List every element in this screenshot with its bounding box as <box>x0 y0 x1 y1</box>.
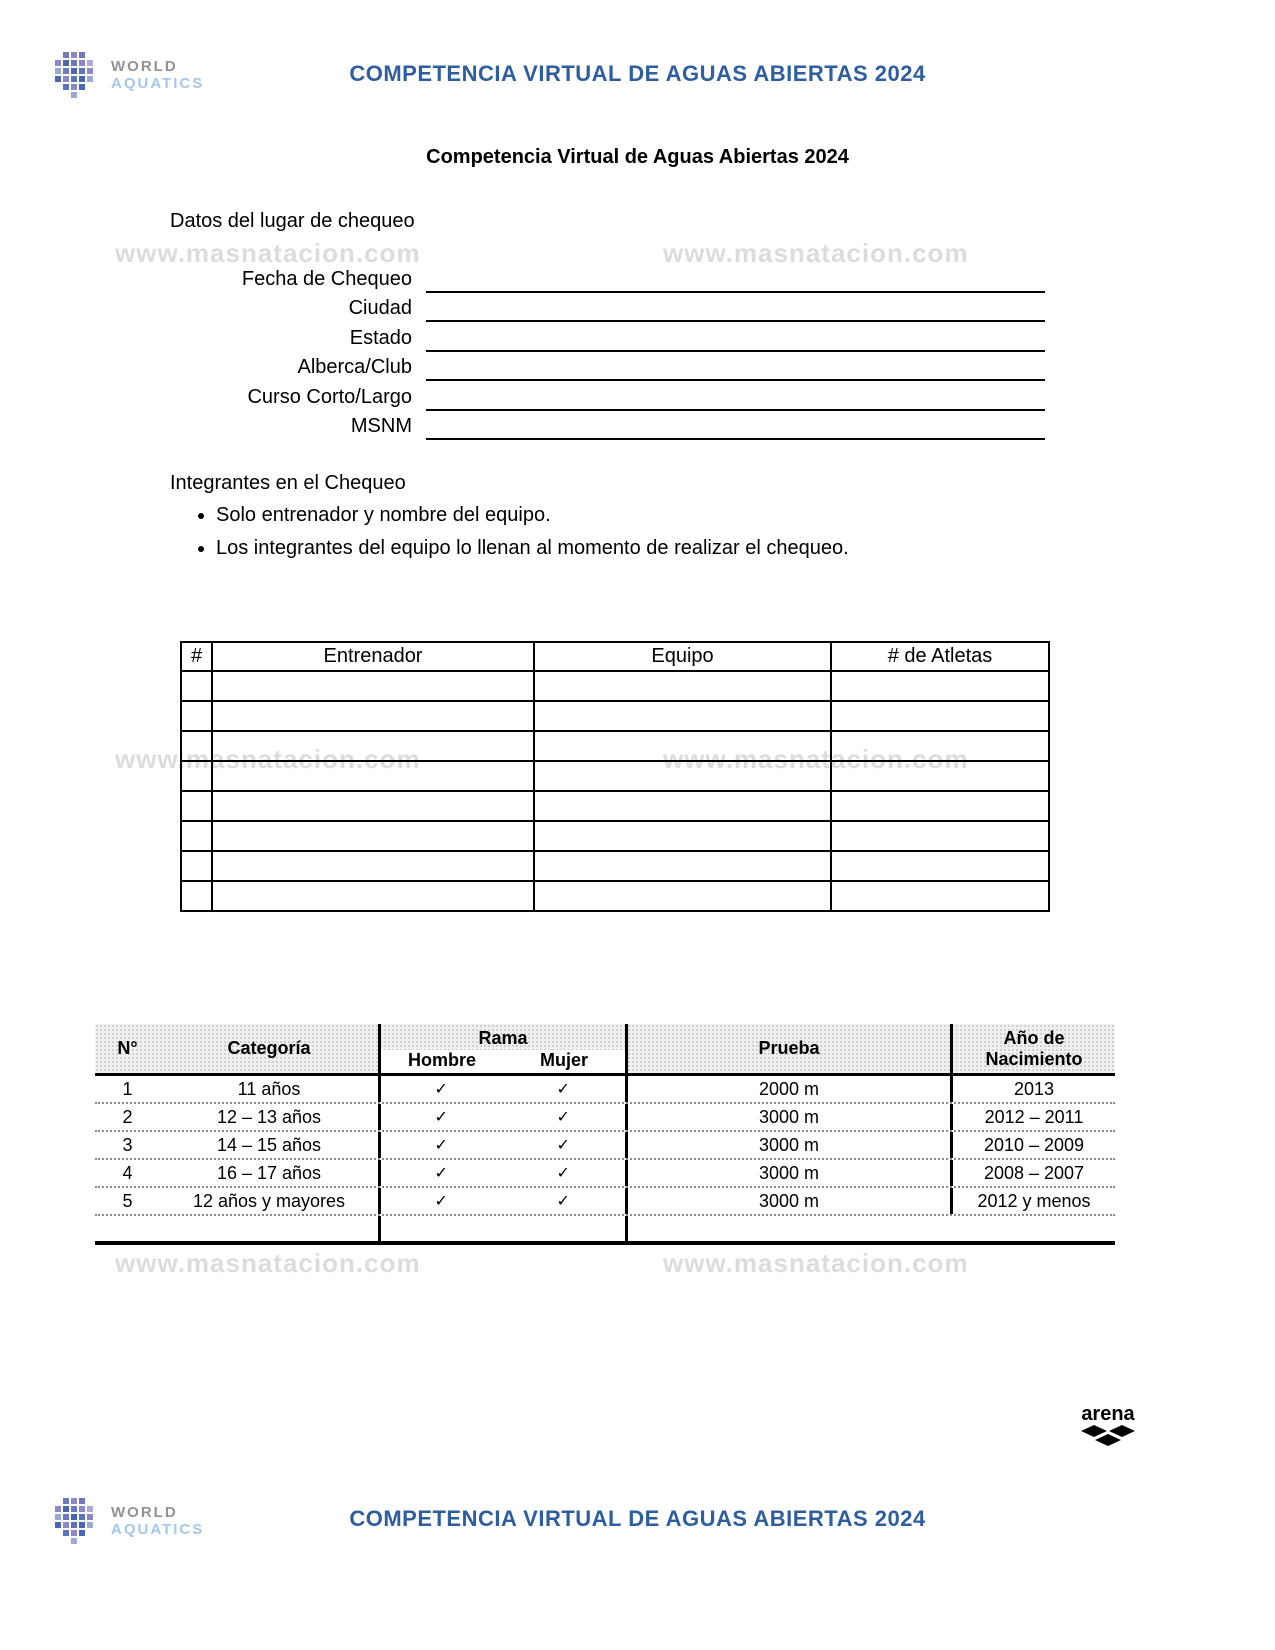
event-cell: 3000 m <box>625 1132 950 1158</box>
estado-row <box>170 322 1045 352</box>
num-cell: 3 <box>122 1134 133 1155</box>
branch-label: Rama <box>478 1028 528 1048</box>
coaches-empty-row <box>181 851 1049 881</box>
fecha-de-chequeo-row <box>170 263 1045 293</box>
female-cell: ✓ <box>556 1081 570 1098</box>
col-header-male: Hombre <box>407 1050 476 1070</box>
watermark: www.masnatacion.com <box>115 744 421 774</box>
empty-cell <box>831 791 1049 821</box>
page-footer-title: COMPETENCIA VIRTUAL DE AGUAS ABIERTAS 2024 <box>349 1506 926 1531</box>
coaches-col-header: Equipo <box>534 642 831 671</box>
empty-cell <box>212 731 534 761</box>
event-cell: 3000 m <box>625 1160 950 1186</box>
empty-cell <box>534 881 831 911</box>
ciudad-field[interactable] <box>426 294 1045 322</box>
categories-table-empty-row <box>95 1216 1115 1241</box>
col-header-category: Categoría <box>227 1038 311 1059</box>
arena-logo-text: arena <box>1081 1403 1135 1425</box>
event-cell: 2000 m <box>625 1076 950 1102</box>
category-cell: 12 – 13 años <box>216 1106 322 1127</box>
coaches-table-body <box>181 671 1049 911</box>
fecha-de-chequeo-field[interactable] <box>426 265 1045 293</box>
male-cell: ✓ <box>378 1132 502 1158</box>
event-cell: 3000 m <box>625 1104 950 1130</box>
alberca-club-field[interactable] <box>426 353 1045 381</box>
empty-cell <box>181 671 212 701</box>
empty-cell <box>212 701 534 731</box>
empty-cell <box>534 731 831 761</box>
empty-cell <box>534 761 831 791</box>
female-cell: ✓ <box>556 1165 570 1182</box>
ciudad-row <box>170 293 1045 323</box>
num-cell: 2 <box>122 1106 133 1127</box>
coaches-empty-row <box>181 671 1049 701</box>
members-bullet-list <box>170 504 849 560</box>
coaches-empty-row <box>181 731 1049 761</box>
birth-cell: 2010 – 2009 <box>950 1132 1115 1158</box>
fecha-de-chequeo-label: Fecha de Chequeo <box>241 267 412 290</box>
alberca-club-label: Alberca/Club <box>297 356 412 378</box>
category-row <box>95 1188 1115 1216</box>
category-cell: 12 años y mayores <box>192 1190 346 1211</box>
empty-cell <box>181 731 212 761</box>
empty-cell <box>181 881 212 911</box>
empty-cell <box>181 791 212 821</box>
watermark: www.masnatacion.com <box>663 238 969 268</box>
coaches-empty-row <box>181 791 1049 821</box>
coaches-empty-row <box>181 881 1049 911</box>
empty-cell <box>831 881 1049 911</box>
categories-table <box>95 1024 1115 1245</box>
coaches-table-head-row <box>181 642 1049 671</box>
msnm-row <box>170 411 1045 441</box>
female-cell: ✓ <box>556 1109 570 1126</box>
page-header-title: COMPETENCIA VIRTUAL DE AGUAS ABIERTAS 2024 <box>349 61 926 86</box>
bullet-item: • Solo entrenador y nombre del equipo. <box>216 504 849 527</box>
watermark: www.masnatacion.com <box>663 1248 969 1278</box>
coaches-empty-row <box>181 821 1049 851</box>
coaches-empty-row <box>181 701 1049 731</box>
members-section-heading: Integrantes en el Chequeo <box>170 472 406 494</box>
empty-cell <box>831 671 1049 701</box>
category-row <box>95 1132 1115 1160</box>
male-cell: ✓ <box>378 1188 502 1214</box>
col-header-branch <box>378 1024 625 1073</box>
num-cell: 1 <box>122 1078 133 1099</box>
checkpoint-section-heading: Datos del lugar de chequeo <box>170 210 415 232</box>
logo-text-world: WORLD <box>111 1503 178 1521</box>
empty-cell <box>212 761 534 791</box>
empty-cell <box>212 671 534 701</box>
empty-cell <box>181 821 212 851</box>
empty-cell <box>534 671 831 701</box>
birth-cell: 2012 y menos <box>950 1188 1115 1214</box>
category-cell: 16 – 17 años <box>216 1162 322 1183</box>
col-header-female: Mujer <box>539 1050 588 1070</box>
watermark: www.masnatacion.com <box>663 744 969 774</box>
branch-subheaders <box>381 1050 625 1073</box>
category-cell: 14 – 15 años <box>216 1134 322 1155</box>
empty-cell <box>831 701 1049 731</box>
empty-cell <box>831 821 1049 851</box>
num-cell: 5 <box>122 1190 133 1211</box>
bullet-item: • Los integrantes del equipo lo llenan al momento de realizar el chequeo. <box>216 537 849 560</box>
coaches-empty-row <box>181 761 1049 791</box>
curso-corto-largo-field[interactable] <box>426 383 1045 411</box>
empty-cell <box>534 821 831 851</box>
empty-cell <box>831 851 1049 881</box>
members-section <box>170 472 849 570</box>
coaches-col-header: # <box>181 642 212 671</box>
col-header-birth-year: Año de Nacimiento <box>950 1024 1115 1073</box>
arena-diamonds-icon <box>1080 1425 1136 1447</box>
female-cell: ✓ <box>556 1193 570 1210</box>
empty-cell <box>212 821 534 851</box>
male-cell: ✓ <box>378 1104 502 1130</box>
curso-corto-largo-row <box>170 381 1045 411</box>
coaches-col-header: # de Atletas <box>831 642 1049 671</box>
event-cell: 3000 m <box>625 1188 950 1214</box>
logo-text-world: WORLD <box>111 57 178 75</box>
birth-cell: 2008 – 2007 <box>950 1160 1115 1186</box>
col-header-event: Prueba <box>625 1024 950 1073</box>
empty-cell <box>181 851 212 881</box>
categories-table-body <box>95 1076 1115 1216</box>
curso-corto-largo-label: Curso Corto/Largo <box>247 385 412 408</box>
empty-cell <box>534 791 831 821</box>
male-cell: ✓ <box>378 1160 502 1186</box>
estado-field[interactable] <box>426 324 1045 352</box>
category-row <box>95 1104 1115 1132</box>
alberca-club-row <box>170 352 1045 382</box>
category-row <box>95 1160 1115 1188</box>
ciudad-label: Ciudad <box>348 297 412 319</box>
empty-cell <box>831 761 1049 791</box>
female-cell: ✓ <box>556 1137 570 1154</box>
empty-cell <box>212 881 534 911</box>
checkpoint-form <box>170 263 1045 440</box>
num-cell: 4 <box>122 1162 133 1183</box>
msnm-field[interactable] <box>426 412 1045 440</box>
male-cell: ✓ <box>378 1076 502 1102</box>
empty-cell <box>534 701 831 731</box>
col-header-num: N° <box>117 1038 138 1059</box>
empty-cell <box>831 731 1049 761</box>
birth-cell: 2012 – 2011 <box>950 1104 1115 1130</box>
category-cell: 11 años <box>237 1078 301 1099</box>
empty-cell <box>181 701 212 731</box>
coaches-table <box>180 641 1050 912</box>
watermark: www.masnatacion.com <box>115 1248 421 1278</box>
watermark: www.masnatacion.com <box>115 238 421 268</box>
empty-cell <box>212 791 534 821</box>
empty-cell <box>534 851 831 881</box>
document-title: Competencia Virtual de Aguas Abiertas 2024 <box>426 146 849 168</box>
msnm-label: MSNM <box>350 415 412 437</box>
empty-cell <box>212 851 534 881</box>
coaches-col-header: Entrenador <box>212 642 534 671</box>
birth-cell: 2013 <box>950 1076 1115 1102</box>
estado-label: Estado <box>349 326 412 349</box>
categories-table-header <box>95 1024 1115 1076</box>
empty-cell <box>181 761 212 791</box>
logo-text-aquatics: AQUATICS <box>111 1521 205 1538</box>
category-row <box>95 1076 1115 1104</box>
arena-logo <box>1078 1404 1138 1447</box>
logo-text-aquatics: AQUATICS <box>111 75 205 92</box>
